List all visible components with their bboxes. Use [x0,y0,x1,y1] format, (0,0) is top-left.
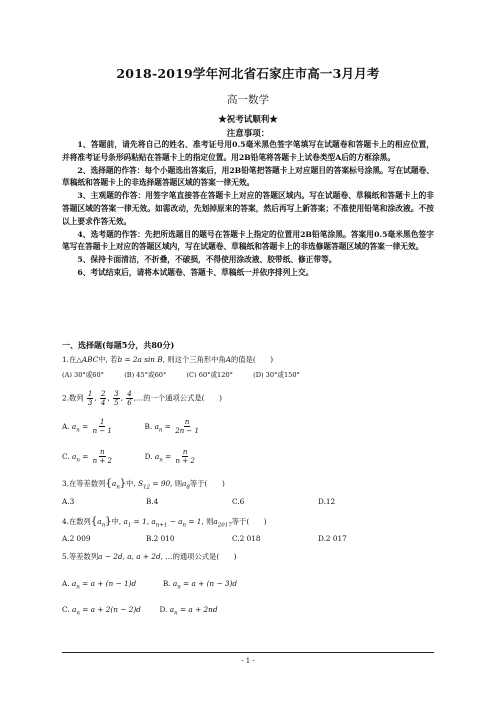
q2-fraction-1: $\frac{1}{3}$ [87,390,93,407]
q4-target: $a_{2017}$ [213,517,232,529]
q3-option-a: A.3 [62,497,75,506]
q4-option-b: B.2 010 [146,534,175,543]
notice-item: 1、答题前，请先将自己的姓名、准考证号用0.5毫米黑色签字笔填写在试题卷和答题卡上的相应位置，并将准考证号条形码粘贴在答题卡上的指定位置。用2B铅笔将答题卡上试卷类型A后的方框涂黑。 [62,140,434,162]
q2-fraction-3: $\frac{3}{5}$ [114,390,119,407]
notice-item: 6、考试结束后，请将本试题卷、答题卡、草稿纸一并依序排列上交。 [77,267,314,277]
q4-text: , 则 [201,517,214,526]
notice-item: 5、保持卡面清洁，不折叠，不破损，不得使用涂改液、胶带纸、修正带等。 [77,255,337,265]
q5-option-c: C. $a_n = a + 2(n - 2)d$ [62,605,141,617]
q3-condition: $S_{12} = 90$ [138,479,171,491]
q3-option-c: C.6 [232,497,245,506]
q1-option-a: (A) 30°或60° [62,371,104,379]
q1-option-c: (C) 60°或120° [186,371,233,379]
q4-option-d: D.2 017 [318,534,347,543]
q4-text: 中, [111,517,122,526]
question-5-stem [62,551,442,562]
q3-option-b: B.4 [146,497,159,506]
notice-item: 3、主观题的作答：用签字笔直接答在答题卡上对应的答题区域内。写在试题卷、草稿纸和答题卡上的非答题区域的答案一律无效。如需改动，先划掉原来的答案，然后再写上新答案；不准使用铅笔和涂改液。不按以上要求作答无效。 [62,191,434,226]
q3-text: , 则 [170,479,183,488]
q4-option-a: A.2 009 [62,534,91,543]
notice-item: 4、选考题的作答：先把所选题目的题号在答题卡上指定的位置用2B铅笔涂黑。答案用0.5毫米黑色签字笔写在答题卡上对应的答题区域内，写在试题卷、草稿纸和答题卡上的非选修题答题区域的答案一律无效。 [62,229,434,252]
section-heading: 一、选择题(每题5分，共80分) [62,340,175,350]
q1-triangle: △ABC [76,355,99,364]
exam-subtitle: 高一数学 [227,94,269,106]
q5-sequence: a − 2d, a, a + 2d, … [98,552,173,561]
page-number: - 1 - [241,657,255,665]
question-2-options-cd [62,448,442,466]
q1-text: 中, 若 [98,355,118,364]
q1-text: 的值是( ) [230,355,274,364]
q1-option-d: (D) 30°或150° [253,371,300,379]
q2-text: 2.数列 [62,393,84,403]
q5-option-a: A. $a_n = a + (n - 1)d$ [62,579,137,591]
q3-text: 中, [126,479,136,488]
notice-heading: 注意事项： [226,129,270,139]
q3-option-d: D.12 [318,497,336,506]
question-1-options [62,370,442,381]
q2-text: ,…的一个通项公式是( ) [133,393,222,403]
q3-target: $a_8$ [182,479,190,491]
q2-option-d: D. $a_n$ = $\frac{n}{n + 2}$ [144,448,195,465]
q5-text: 的通项公式是( ) [172,552,237,561]
question-3-stem: 3.在等差数列$\{a_n\}$中, $S_{12} = 90$, 则$a_8$等于( ) [62,478,225,491]
question-1-stem [62,354,442,365]
q2-fraction-2: $\frac{2}{4}$ [101,390,106,407]
question-4-stem: 4.在数列$\{a_n\}$中, $a_1 = 1$, $a_{n+1} - a_n = 1$, 则$a_{2017}$等于( ) [62,516,267,529]
q4-text: 4.在数列 [62,517,91,526]
question-5-options-ab [62,578,442,593]
q3-text: 3.在等差数列 [62,479,106,488]
q1-option-b: (B) 45°或60° [124,371,167,379]
question-2-options-ab [62,418,442,436]
q5-text: 5.等差数列 [62,552,99,561]
q1-angle: A [225,355,231,364]
q4-text: 等于( ) [231,517,267,526]
exam-title: 2018-2019学年河北省石家庄市高一3月月考 [116,66,380,81]
q2-fraction-4: $\frac{4}{6}$ [127,390,132,407]
q1-condition: b = 2a sin B [117,355,163,364]
q4-condition: $a_1 = 1$, $a_{n+1} - a_n = 1$ [123,517,202,529]
q2-option-c: C. $a_n$ = $\frac{n}{n + 2}$ [62,448,112,465]
q5-option-d: D. $a_n = a + 2nd$ [159,605,218,617]
notice-item: 2、选择题的作答：每个小题选出答案后，用2B铅笔把答题卡上对应题目的答案标号涂黑。写在试题卷、草稿纸和答题卡上的非选择题答题区域的答案一律无效。 [62,165,434,188]
q1-text: , 则这个三角形中角 [162,355,226,364]
q4-option-c: C.2 018 [232,534,261,543]
question-5-options-cd [62,604,442,619]
q5-option-b: B. $a_n = a + (n - 3)d$ [162,579,238,591]
q3-text: 等于( ) [189,479,225,488]
q1-text: 1.在 [62,355,77,364]
good-luck-line: ★祝考试顺利★ [218,115,278,125]
question-2-stem: 2.数列 $\frac{1}{3}$ , $\frac{2}{4}$ , $\frac{3}{5}$ , $\frac{4}{6}$ ,…的一个通项公式是( ) [62,390,222,407]
notice-list [62,139,434,280]
q2-option-b: B. $a_n$ = $\frac{n}{2n - 1}$ [144,418,199,435]
footer-divider [62,652,434,653]
q2-option-a: A. $a_n$ = $\frac{1}{n - 1}$ [62,418,112,435]
